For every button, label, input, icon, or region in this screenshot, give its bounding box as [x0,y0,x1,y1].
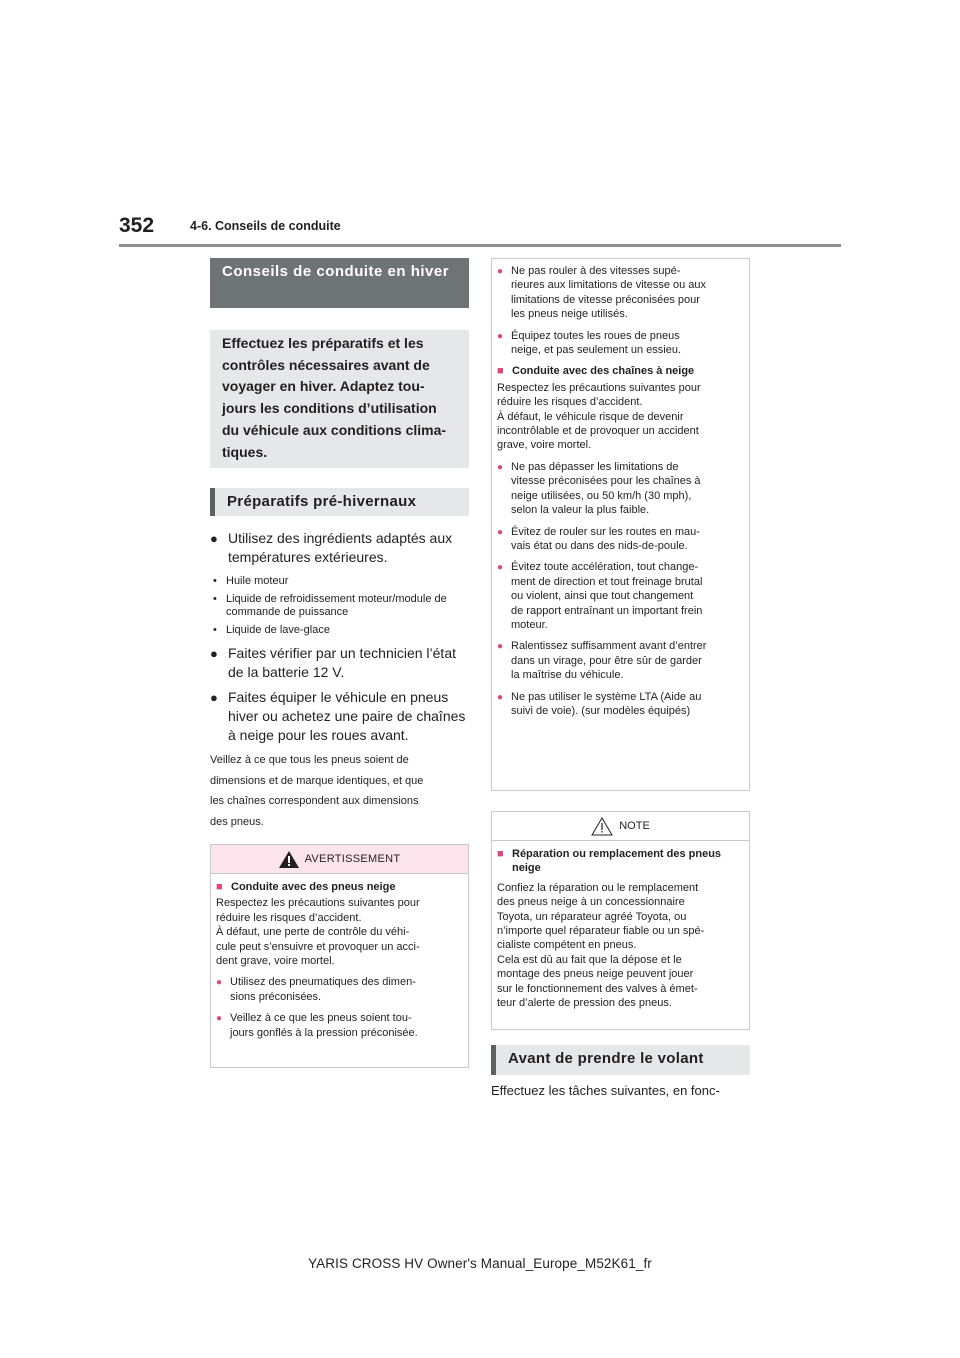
paragraph-line: Veillez à ce que tous les pneus soient de [210,754,409,766]
section-label: 4-6. Conseils de conduite [190,219,341,233]
section-title-pre-winter [210,488,469,516]
warning-item-text: Ne pas rouler à des vitesses supé- rieures aux limitations de vitesse ou aux limitations de vitesse préconisées pour les pneus neige utilisés. [511,265,707,321]
intro-line: du véhicule aux conditions clima- [222,421,447,438]
paragraph-line: les chaînes correspondent aux dimensions [210,795,419,807]
page-number: 352 [119,214,155,237]
warning-text: Respectez les précautions suivantes pour réduire les risques d’accident. À défaut, une perte de contrôle du véhi- cule peut s’ensuivre et provoquer un acci- dent grave, voire mortel. [216,897,420,968]
intro-line: contrôles nécessaires avant de [222,356,430,373]
warning-item [216,975,463,1004]
small-bullet-icon: • [213,624,217,636]
warning-heading [216,880,463,894]
square-bullet-icon: ■ [497,365,504,378]
sub-list-item-text: Huile moteur [226,575,289,587]
intro-line: Effectuez les préparatifs et les [222,335,424,351]
intro-line: tiques. [222,443,268,460]
sub-list-item-text: Liquide de lave-glace [226,624,330,636]
header-divider [119,244,841,247]
note-heading-text: Réparation ou remplacement des pneus neige [512,848,722,875]
warning-item-text: Utilisez des pneumatiques des dimen- sions préconisées. [230,976,416,1003]
square-bullet-icon: ■ [216,881,223,893]
bullet-icon: ● [210,690,218,705]
warning-item-text: Évitez de rouler sur les routes en mau- vais état ou dans des nids-de-poule. [511,525,700,552]
footer: YARIS CROSS HV Owner's Manual_Europe_M52K61_fr [308,1256,652,1271]
warning-item-text: Ralentissez suffisamment avant d’entrer dans un virage, pour être sûr de garder la maîtrise du véhicule. [511,640,707,682]
paragraph [210,750,469,832]
intro-line: voyager en hiver. Adaptez tou- [222,378,425,395]
warning-text: Respectez les précautions suivantes pour réduire les risques d’accident. À défaut, le véhicule risque de devenir incontrôlable et de provoquer un accident grave, voire mortel. [497,381,701,452]
warning-item-text: Ne pas utiliser le système LTA (Aide au suivi de voie). (sur modèles équipés) [511,690,702,717]
section-title-before-driving [491,1045,750,1075]
warning-item-text: Veillez à ce que les pneus soient tou- jours gonflés à la pression préconisée. [230,1012,418,1039]
list-item-text: Faites équiper le véhicule en pneus hiver ou achetez une paire de chaînes à neige pour les roues avant. [228,689,466,743]
note-header [492,812,749,841]
list-item [210,529,469,567]
paragraph-line: des pneus. [210,815,264,828]
section-title-text: Conseils de conduite en hiver [222,263,450,280]
note-box [491,811,750,1030]
left-column [210,258,469,832]
warning-item-text: Évitez toute accélération, tout change- ment de direction et tout freinage brutal ou violent, ainsi que tout changement de rapport entraînant un important frein moteur. [511,561,703,631]
note-heading [497,847,744,876]
circle-bullet-icon: ● [497,562,504,574]
note-text: Confiez la réparation ou le remplacement des pneus neige à un concessionnaire Toyota, un réparateur agréé Toyota, ou n’importe quel réparateur fiable ou un spé- cialiste compétent en pneus. Cela est dû au fait que la dépose et le montage des pneus neige peuvent jouer sur le fonctionnement des valves à émet- teur d’alerte de pression des pneus. [497,881,705,1010]
warning-item [497,690,744,719]
warning-item [497,264,744,322]
sub-list-item [210,575,469,588]
warning-heading-text: Conduite avec des pneus neige [231,881,396,893]
paragraph-line: dimensions et de marque identiques, et que [210,774,424,787]
warning-heading [497,364,744,378]
sub-list-item-text: Liquide de refroidissement moteur/module de commande de puissance [226,593,447,618]
bullet-icon: ● [210,531,218,546]
circle-bullet-icon: ● [497,526,504,538]
section-title-text: Préparatifs pré-hivernaux [227,493,417,510]
warning-triangle-icon [279,851,299,868]
circle-bullet-icon: ● [497,266,504,277]
warning-item [497,639,744,682]
warning-label: AVERTISSEMENT [304,853,401,865]
caution-triangle-icon [591,817,613,836]
warning-item [216,1011,463,1040]
sub-list-item [210,593,469,619]
circle-bullet-icon: ● [497,330,504,342]
paragraph: Effectuez les tâches suivantes, en fonc- [491,1083,720,1098]
list-item [210,688,469,745]
warning-item [497,460,744,518]
small-bullet-icon: • [213,593,217,605]
warning-item [497,525,744,554]
circle-bullet-icon: ● [216,1013,223,1025]
small-bullet-icon: • [213,575,217,587]
circle-bullet-icon: ● [497,641,504,653]
warning-heading-text: Conduite avec des chaînes à neige [512,365,695,378]
warning-box [210,844,469,1068]
intro-line: jours les conditions d’utilisation [222,400,437,417]
circle-bullet-icon: ● [497,461,504,473]
warning-item [497,560,744,632]
list-item-text: Utilisez des ingrédients adaptés aux températures extérieures. [228,530,453,565]
note-label: NOTE [619,820,650,832]
warning-box-continued [491,258,750,791]
square-bullet-icon: ■ [497,848,504,860]
section-title-winter [210,258,469,308]
section-title-text: Avant de prendre le volant [508,1050,704,1067]
list-item [210,644,469,682]
sub-list-item [210,624,469,637]
circle-bullet-icon: ● [216,977,223,989]
warning-header [211,845,468,874]
warning-item-text: Équipez toutes les roues de pneus neige, et pas seulement un essieu. [511,329,682,357]
warning-item [497,329,744,358]
intro-box [210,330,469,468]
warning-item-text: Ne pas dépasser les limitations de vitesse préconisées pour les chaînes à neige utilisées, ou 50 km/h (30 mph), selon la valeur la plus faible. [511,460,701,517]
circle-bullet-icon: ● [497,691,504,703]
list-item-text: Faites vérifier par un technicien l’état de la batterie 12 V. [228,645,456,680]
bullet-icon: ● [210,646,218,661]
